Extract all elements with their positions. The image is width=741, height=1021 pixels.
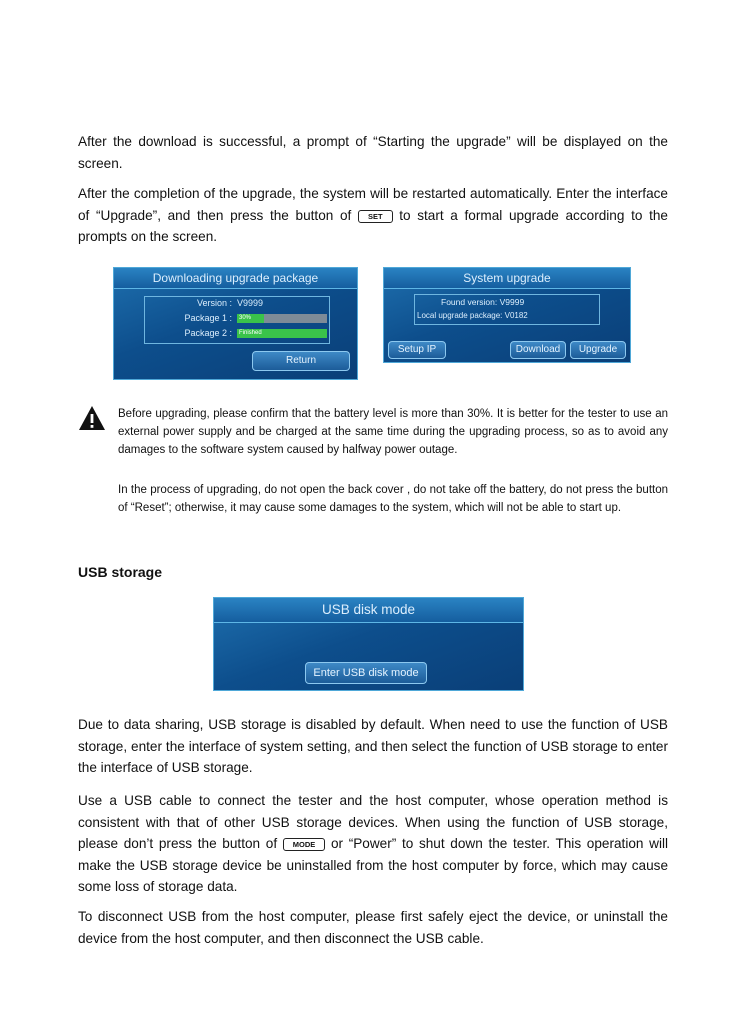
warning-do-not-open-text: In the process of upgrading, do not open the back cover , do not take off the battery, do not press the button of “Reset”; otherwise, it may cause some damages to the system, which will not be able to start up. (118, 484, 668, 514)
version-label: Version : (196, 298, 232, 308)
local-upgrade-package: Local upgrade package: V0182 (417, 311, 528, 320)
system-upgrade-screen (383, 267, 631, 363)
package1-progress-fill: 30% (237, 314, 264, 323)
usb-disk-mode-screen (213, 597, 524, 691)
para4-text-after: or “Power” to shut down the tester. This operation will make the USB storage device be uninstalled from the host computer by force, which may cause some loss of storage data. (78, 836, 668, 894)
paragraph-disconnect-usb: To disconnect USB from the host computer, please first safely eject the device, or uninstall the device from the host computer, and then disconnect the USB cable. (78, 909, 668, 946)
found-version: Found version: V9999 (441, 297, 525, 307)
return-button[interactable]: Return (252, 351, 350, 371)
paragraph-upgrade-complete (78, 183, 668, 248)
para4-text-before: Use a USB cable to connect the tester and the host computer, whose operation method is consistent with that of other USB storage devices. When using the function of USB storage, please don’t press the button of (78, 793, 668, 851)
setup-ip-button[interactable]: Setup IP (388, 341, 446, 359)
download-button[interactable]: Download (510, 341, 566, 359)
para2-text-before: After the completion of the upgrade, the system will be restarted automatically. Enter the interface of “Upgrade”, and then press the button of (78, 186, 668, 223)
set-key-icon: SET (358, 210, 393, 223)
upgrade-button[interactable]: Upgrade (570, 341, 626, 359)
usb-storage-heading: USB storage (78, 564, 163, 580)
paragraph-usb-disabled: Due to data sharing, USB storage is disabled by default. When need to use the function of USB storage, enter the interface of system setting, and then select the function of USB storage to enter the interface of USB storage. (78, 717, 668, 775)
package2-progress-bar (237, 329, 327, 338)
paragraph-download-success: After the download is successful, a prompt of “Starting the upgrade” will be displayed on the screen. (78, 134, 668, 171)
package1-label: Package 1 : (184, 313, 232, 323)
package2-label: Package 2 : (184, 328, 232, 338)
system-upgrade-title: System upgrade (384, 268, 630, 289)
mode-key-icon: MODE (283, 838, 326, 851)
package2-progress-fill: Finished (237, 329, 327, 338)
paragraph-usb-cable (78, 790, 668, 898)
para2-text-after: to start a formal upgrade according to the prompts on the screen. (78, 207, 668, 244)
download-screen-title: Downloading upgrade package (114, 268, 357, 289)
version-value: V9999 (237, 298, 264, 308)
warning-icon (78, 405, 106, 431)
warning-battery-text: Before upgrading, please confirm that the battery level is more than 30%. It is better for the tester to use an external power supply and be charged at the same time during the upgrading process, so as to avoid any damages to the software system caused by halfway power outage. (118, 408, 668, 456)
usb-screen-title: USB disk mode (214, 598, 523, 623)
package1-progress-bar (237, 314, 327, 323)
download-package-screen (113, 267, 358, 380)
enter-usb-disk-mode-button[interactable]: Enter USB disk mode (305, 662, 427, 684)
